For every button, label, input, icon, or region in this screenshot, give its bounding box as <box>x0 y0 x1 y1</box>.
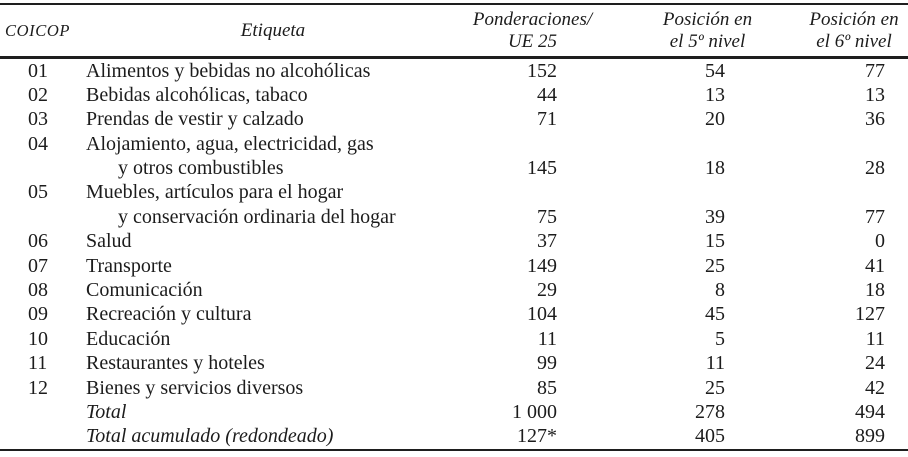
table-row <box>0 424 908 448</box>
table-row <box>0 107 908 131</box>
cell-nivel6: 0 <box>875 230 885 253</box>
table-row <box>0 351 908 375</box>
row-code: 04 <box>28 132 48 155</box>
table-body <box>0 59 908 449</box>
cell-ponderaciones: 71 <box>537 108 557 131</box>
cell-nivel5 <box>625 180 790 204</box>
row-label: Comunicación <box>86 279 203 302</box>
row-label: Muebles, artículos para el hogar <box>86 181 344 204</box>
cell-nivel5: 39 <box>705 205 725 228</box>
header-line: Posición en <box>662 8 753 30</box>
table-row <box>0 302 908 326</box>
row-label: Bienes y servicios diversos <box>86 376 304 399</box>
cell-ponderaciones: 149 <box>527 254 557 277</box>
row-label: Alojamiento, agua, electricidad, gas <box>86 132 374 155</box>
table-row <box>0 400 908 424</box>
cell-ponderaciones: 99 <box>537 352 557 375</box>
header-line: Posición en <box>809 8 899 30</box>
cell-nivel6: 24 <box>865 352 885 375</box>
col-header-nivel5 <box>625 9 790 53</box>
row-label: y otros combustibles <box>118 157 284 180</box>
table-row <box>0 132 908 156</box>
row-label: Total acumulado (redondeado) <box>86 425 334 448</box>
cell-nivel5: 20 <box>705 108 725 131</box>
row-code: 07 <box>28 254 48 277</box>
cell-nivel6: 41 <box>865 254 885 277</box>
table-row <box>0 278 908 302</box>
bottom-rule <box>0 449 908 452</box>
row-code: 02 <box>28 83 48 106</box>
cell-nivel5: 8 <box>715 279 725 302</box>
header-line: el 6º nivel <box>816 30 892 52</box>
cell-nivel5: 25 <box>705 376 725 399</box>
cell-ponderaciones <box>460 132 625 156</box>
cell-ponderaciones: 1 000 <box>512 400 557 423</box>
cell-nivel5: 405 <box>695 425 725 448</box>
cell-nivel5: 25 <box>705 254 725 277</box>
cell-nivel5: 278 <box>695 400 725 423</box>
col-header-ponderaciones <box>460 9 625 53</box>
row-code: 08 <box>28 279 48 302</box>
col-header-nivel6 <box>790 9 908 53</box>
row-code: 10 <box>28 327 48 350</box>
row-code: 12 <box>28 376 48 399</box>
cell-nivel6: 18 <box>865 279 885 302</box>
cell-ponderaciones <box>460 180 625 204</box>
row-code <box>0 424 86 448</box>
cell-nivel6: 127 <box>855 303 885 326</box>
cell-ponderaciones: 152 <box>527 59 557 82</box>
cell-ponderaciones: 29 <box>537 279 557 302</box>
cell-ponderaciones: 145 <box>527 157 557 180</box>
row-label: Total <box>86 400 127 423</box>
row-label: Bebidas alcohólicas, tabaco <box>86 83 308 106</box>
cell-nivel6: 42 <box>865 376 885 399</box>
table-row <box>0 59 908 83</box>
table-row <box>0 180 908 204</box>
row-label: Recreación y cultura <box>86 303 252 326</box>
cell-nivel6: 36 <box>865 108 885 131</box>
cell-nivel5: 18 <box>705 157 725 180</box>
row-label: Prendas de vestir y calzado <box>86 108 304 131</box>
row-label: Educación <box>86 327 171 350</box>
row-code: 05 <box>28 181 48 204</box>
col-header-etiqueta: Etiqueta <box>240 19 306 41</box>
table-row <box>0 254 908 278</box>
cell-nivel5: 54 <box>705 59 725 82</box>
cell-nivel6: 77 <box>865 59 885 82</box>
cell-nivel6: 494 <box>855 400 885 423</box>
cell-nivel5: 45 <box>705 303 725 326</box>
header-line: el 5º nivel <box>669 30 746 52</box>
cell-ponderaciones: 104 <box>527 303 557 326</box>
cell-nivel5: 15 <box>705 230 725 253</box>
table-row <box>0 229 908 253</box>
cell-ponderaciones: 37 <box>537 230 557 253</box>
row-label: Transporte <box>86 254 172 277</box>
row-code <box>0 156 86 180</box>
row-code: 09 <box>28 303 48 326</box>
cell-ponderaciones: 75 <box>537 205 557 228</box>
row-code: 06 <box>28 230 48 253</box>
cell-nivel6 <box>790 180 908 204</box>
cell-nivel6: 28 <box>865 157 885 180</box>
cell-nivel6: 13 <box>865 83 885 106</box>
row-label: y conservación ordinaria del hogar <box>118 205 396 228</box>
cell-nivel5 <box>625 132 790 156</box>
cell-nivel6 <box>790 132 908 156</box>
header-line: Ponderaciones/ <box>472 8 593 30</box>
cell-nivel6: 77 <box>865 205 885 228</box>
row-code <box>0 205 86 229</box>
row-code: 11 <box>28 352 48 375</box>
table-row <box>0 83 908 107</box>
table-header-row <box>0 5 908 56</box>
row-code: 01 <box>28 59 48 82</box>
header-line: UE 25 <box>507 30 558 52</box>
cell-ponderaciones: 11 <box>537 327 557 350</box>
table-row <box>0 156 908 180</box>
row-label: Restaurantes y hoteles <box>86 352 265 375</box>
cell-ponderaciones: 44 <box>537 83 557 106</box>
cell-ponderaciones: 85 <box>537 376 557 399</box>
cell-nivel6: 899 <box>855 425 885 448</box>
row-label: Alimentos y bebidas no alcohólicas <box>86 59 371 82</box>
col-header-coicop: COICOP <box>5 20 71 40</box>
row-code: 03 <box>28 108 48 131</box>
table-row <box>0 327 908 351</box>
row-code <box>0 400 86 424</box>
table-row <box>0 376 908 400</box>
cell-nivel5: 13 <box>705 83 725 106</box>
cell-ponderaciones: 127* <box>517 425 557 448</box>
cell-nivel5: 11 <box>705 352 725 375</box>
cell-nivel6: 11 <box>865 327 885 350</box>
table-row <box>0 205 908 229</box>
row-label: Salud <box>86 230 132 253</box>
cell-nivel5: 5 <box>715 327 725 350</box>
